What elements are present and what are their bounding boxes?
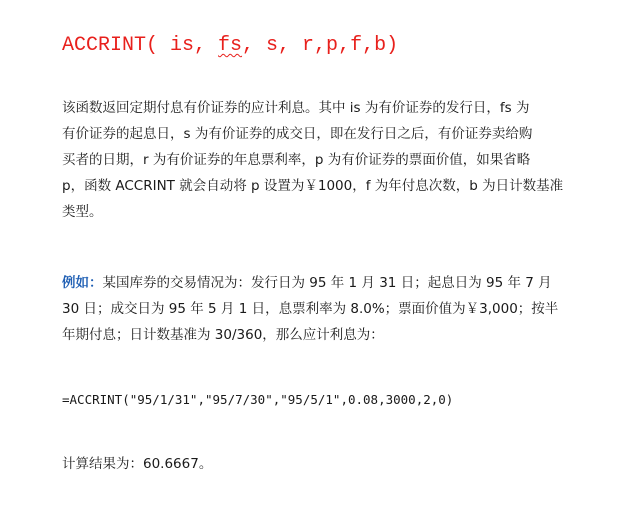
function-title bbox=[62, 34, 398, 57]
description-line: 买者的日期，r 为有价证券的年息票利率，p 为有价证券的票面价值，如果省略 bbox=[62, 152, 531, 168]
example-line-text: 某国库券的交易情况为：发行日为 95 年 1 月 31 日；起息日为 95 年 7 月 bbox=[102, 275, 552, 291]
example-label: 例如： bbox=[62, 275, 103, 291]
example-paragraph bbox=[62, 270, 592, 348]
description-line: 类型。 bbox=[62, 204, 103, 220]
title-suffix: , s, r,p,f,b) bbox=[242, 34, 399, 57]
description-line: 该函数返回定期付息有价证券的应计利息。其中 is 为有价证券的发行日，fs 为 bbox=[62, 100, 530, 116]
title-prefix: ACCRINT( is, bbox=[62, 34, 219, 57]
example-line: 年期付息；日计数基准为 30/360，那么应计利息为： bbox=[62, 327, 384, 343]
description-line: p，函数 ACCRINT 就会自动将 p 设置为￥1000，f 为年付息次数，b 为日计数基准 bbox=[62, 178, 564, 194]
example-line: 30 日；成交日为 95 年 5 月 1 日，息票利率为 8.0%；票面价值为￥3,000；按半 bbox=[62, 301, 559, 317]
description-line: 有价证券的起息日，s 为有价证券的成交日，即在发行日之后，有价证券卖给购 bbox=[62, 126, 533, 142]
example-line-first bbox=[62, 270, 592, 296]
result-text: 计算结果为：60.6667。 bbox=[62, 456, 213, 472]
title-fs-spellcheck: fs bbox=[218, 34, 243, 57]
formula-text: =ACCRINT("95/1/31","95/7/30","95/5/1",0.08,3000,2,0) bbox=[62, 392, 454, 407]
description-paragraph bbox=[62, 95, 592, 225]
